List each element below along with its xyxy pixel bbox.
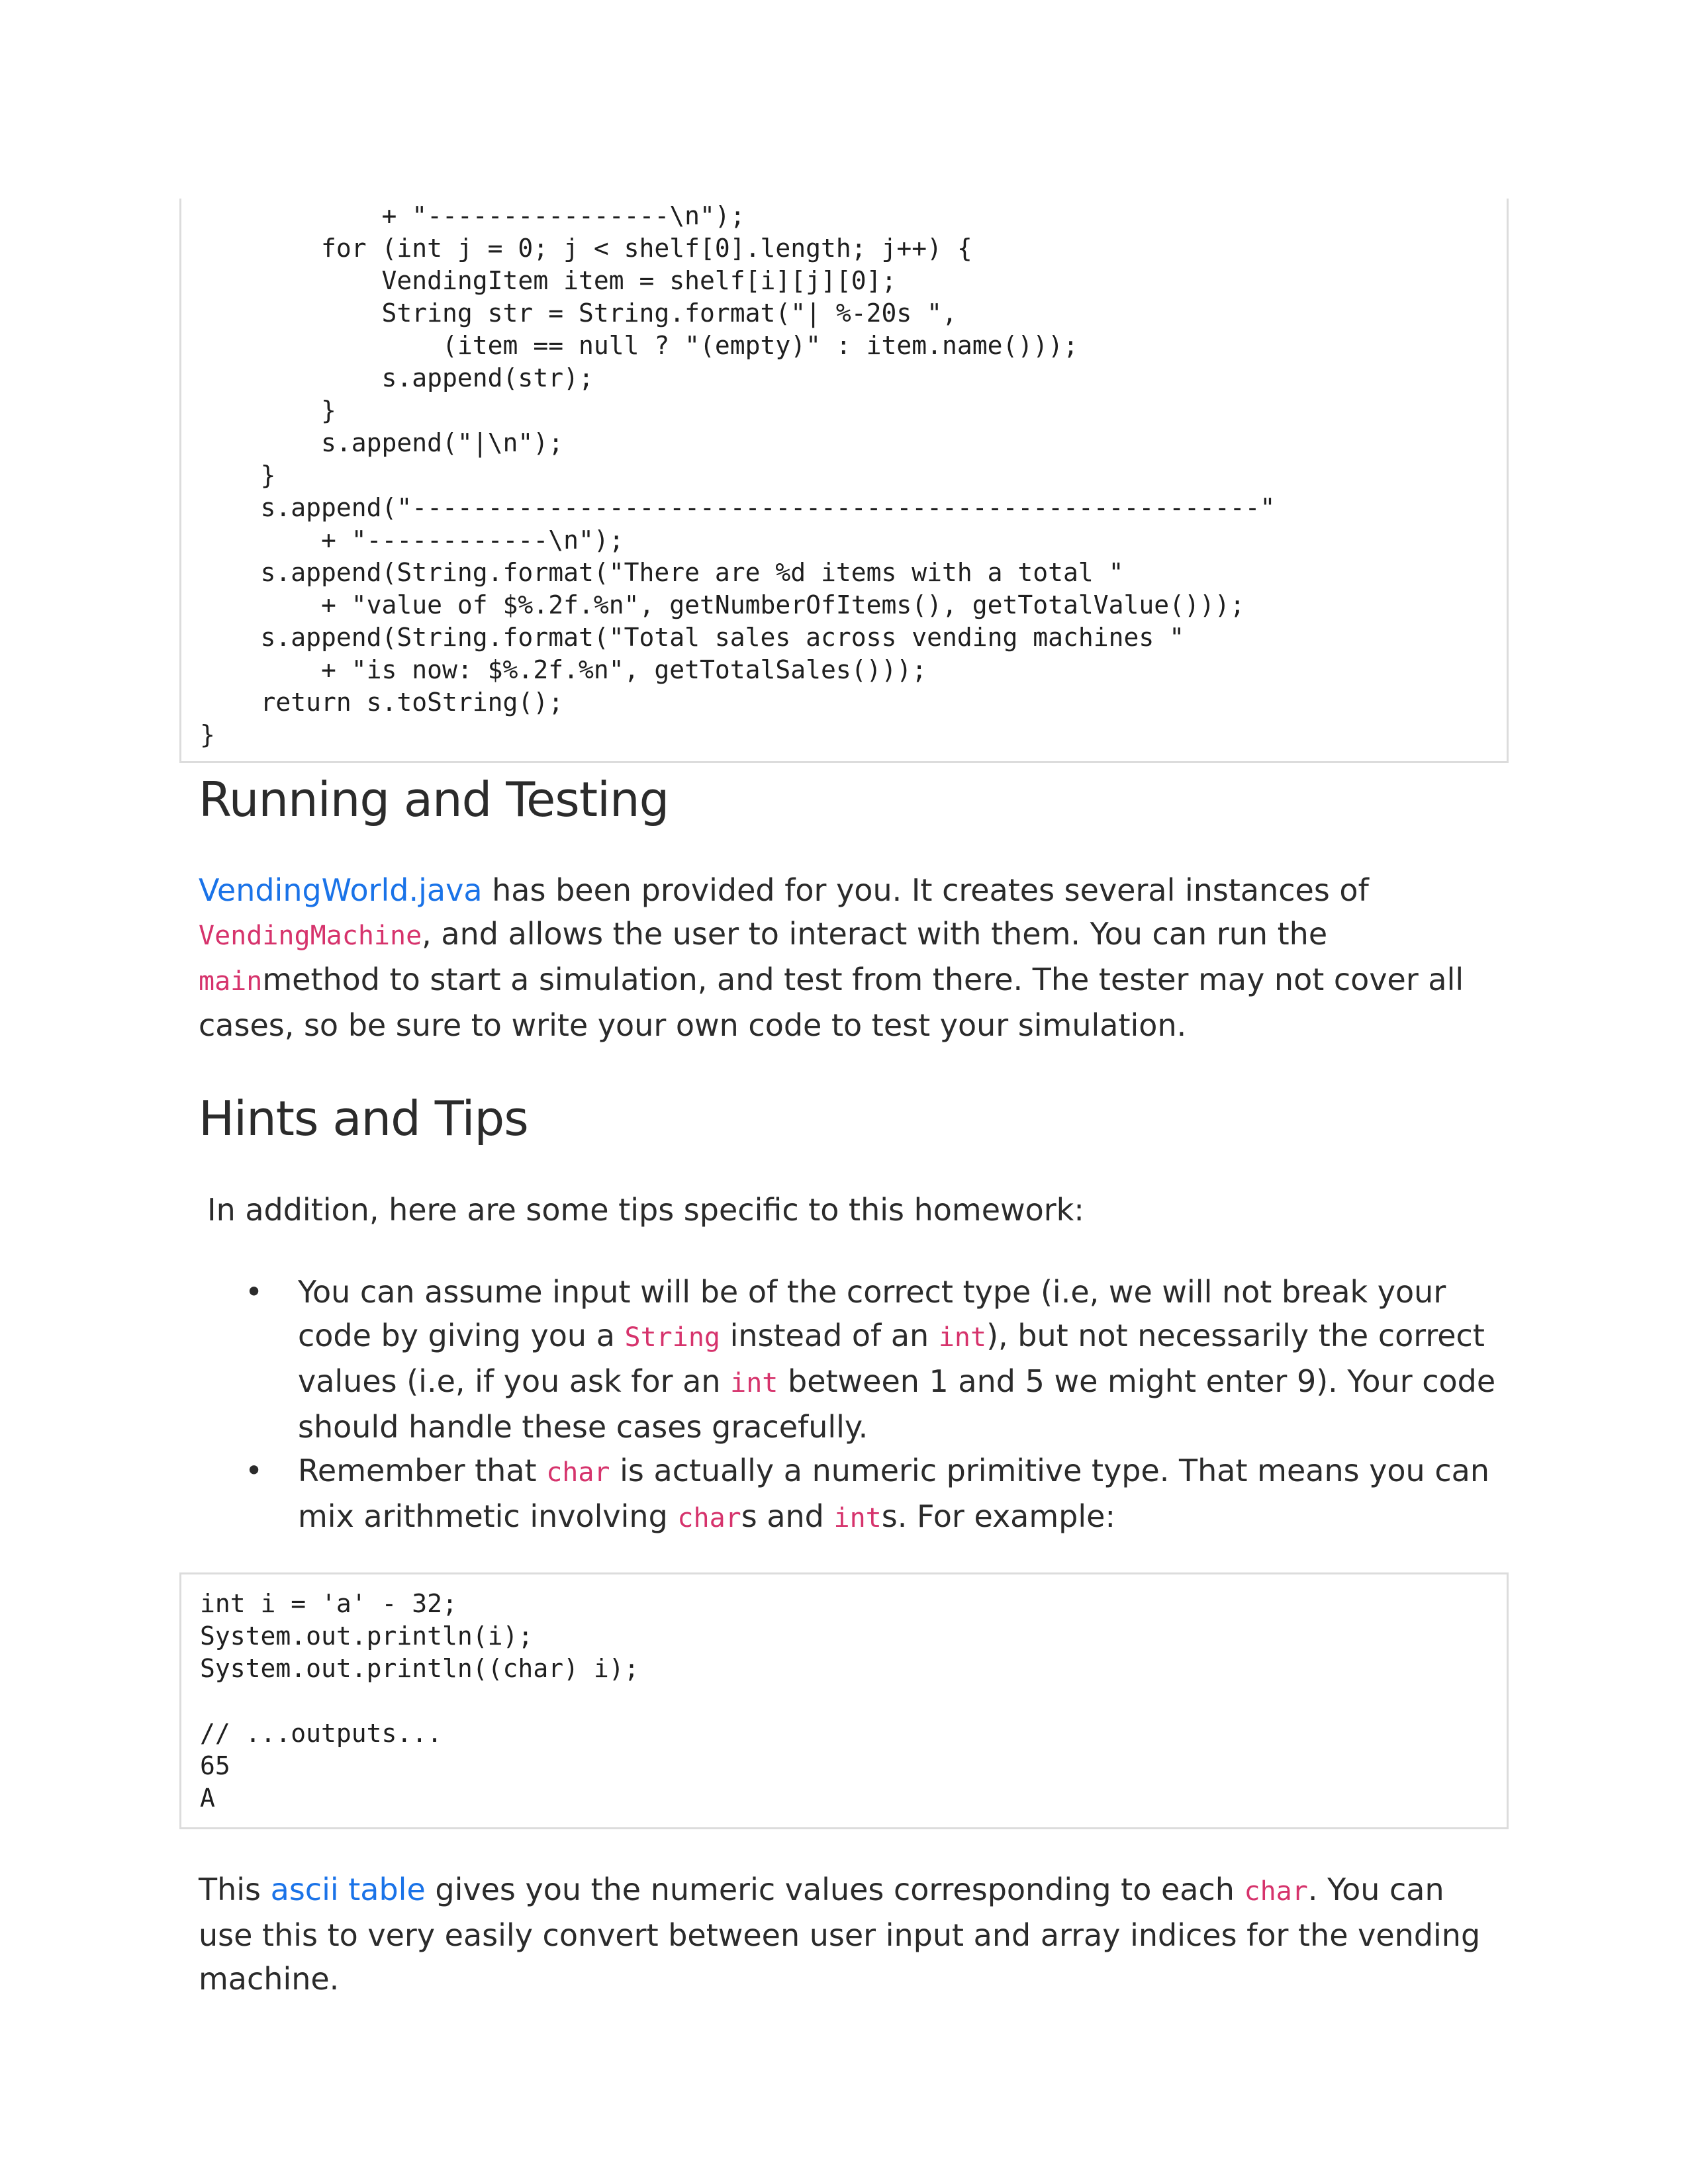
code-line: s.append(String.format("There are %d items with a total " (200, 558, 1124, 587)
code-line: System.out.println((char) i); (200, 1654, 639, 1683)
code-block-tostring (179, 199, 1509, 763)
running-text-3: method to start a simulation, and test from there. The tester may not cover all cases, so be sure to write your own code to test your simulation. (199, 962, 1464, 1043)
code-line: s.append(str); (200, 363, 594, 392)
tip1-text-1: You can assume input will be of the correct type (i.e, we will not break your code by giving you a (298, 1274, 1446, 1353)
running-paragraph (199, 868, 1496, 1047)
code-line: A (200, 1784, 215, 1813)
bullet-icon: • (245, 1453, 263, 1488)
code-line: } (200, 461, 276, 490)
inline-code-int: int (833, 1503, 882, 1533)
code-line: + "value of $%.2f.%n", getNumberOfItems(), getTotalValue())); (200, 590, 1245, 619)
running-text-2: , and allows the user to interact with them. You can run the (422, 916, 1328, 952)
inline-code-char: char (677, 1503, 741, 1533)
code-line: + "is now: $%.2f.%n", getTotalSales())); (200, 655, 927, 684)
ascii-text-1: This (199, 1872, 271, 1907)
code-line: String str = String.format("| %-20s ", (200, 298, 957, 328)
ascii-paragraph (199, 1868, 1496, 2001)
code-line (200, 1685, 1507, 1717)
bullet-icon: • (245, 1274, 263, 1310)
ascii-text-2: gives you the numeric values corresponding to each (425, 1872, 1244, 1907)
code-line: (item == null ? "(empty)" : item.name())); (200, 331, 1078, 360)
tips-list (245, 1270, 1503, 1540)
code-line: + "------------\n"); (200, 525, 624, 555)
ascii-table-link[interactable]: ascii table (270, 1872, 426, 1907)
code-line: 65 (200, 1751, 230, 1780)
tip1-text-3: ), but not necessarily the correct values (i.e, if you ask for an (298, 1318, 1485, 1399)
section-heading-running-testing: Running and Testing (199, 772, 669, 827)
tip2-text-3: s and (741, 1498, 834, 1534)
tip2-text-1: Remember that (298, 1453, 547, 1488)
inline-code-char: char (546, 1457, 610, 1488)
code-line: } (200, 720, 215, 749)
code-line: VendingItem item = shelf[i][j][0]; (200, 266, 897, 295)
code-line: System.out.println(i); (200, 1621, 534, 1651)
running-text-1: has been provided for you. It creates several instances of (482, 872, 1369, 908)
inline-code-char: char (1244, 1876, 1308, 1907)
tip1-text-2: instead of an (720, 1318, 939, 1353)
tip2-text-4: s. For example: (881, 1498, 1115, 1534)
list-item (245, 1449, 1503, 1540)
inline-code-int: int (730, 1368, 778, 1398)
code-line: + "----------------\n"); (200, 201, 745, 230)
hints-intro: In addition, here are some tips specific to this homework: (207, 1192, 1084, 1228)
inline-code-main: main (199, 966, 263, 997)
code-line: s.append("--------------------------------------------------------" (200, 493, 1276, 522)
code-block-char-example (179, 1572, 1509, 1829)
inline-code-string: String (624, 1322, 721, 1353)
code-line: } (200, 396, 336, 425)
ascii-text-3: . You can use this to very easily convert between user input and array indices for the vending machine. (199, 1872, 1481, 1997)
code-line: // ...outputs... (200, 1719, 443, 1748)
tip1-text-4: between 1 and 5 we might enter 9). Your code should handle these cases gracefully. (298, 1363, 1496, 1445)
list-item (245, 1270, 1503, 1449)
code-line: s.append(String.format("Total sales across vending machines " (200, 623, 1185, 652)
inline-code-int: int (938, 1322, 987, 1353)
vendingworld-link[interactable]: VendingWorld.java (199, 872, 483, 908)
tip2-text-2: is actually a numeric primitive type. That means you can mix arithmetic involving (298, 1453, 1489, 1534)
code-line: for (int j = 0; j < shelf[0].length; j++) { (200, 234, 972, 263)
inline-code-vendingmachine: VendingMachine (199, 921, 422, 951)
section-heading-hints-tips: Hints and Tips (199, 1091, 528, 1146)
code-line: s.append("|\n"); (200, 428, 564, 457)
code-line: return s.toString(); (200, 688, 564, 717)
code-line: int i = 'a' - 32; (200, 1589, 457, 1618)
